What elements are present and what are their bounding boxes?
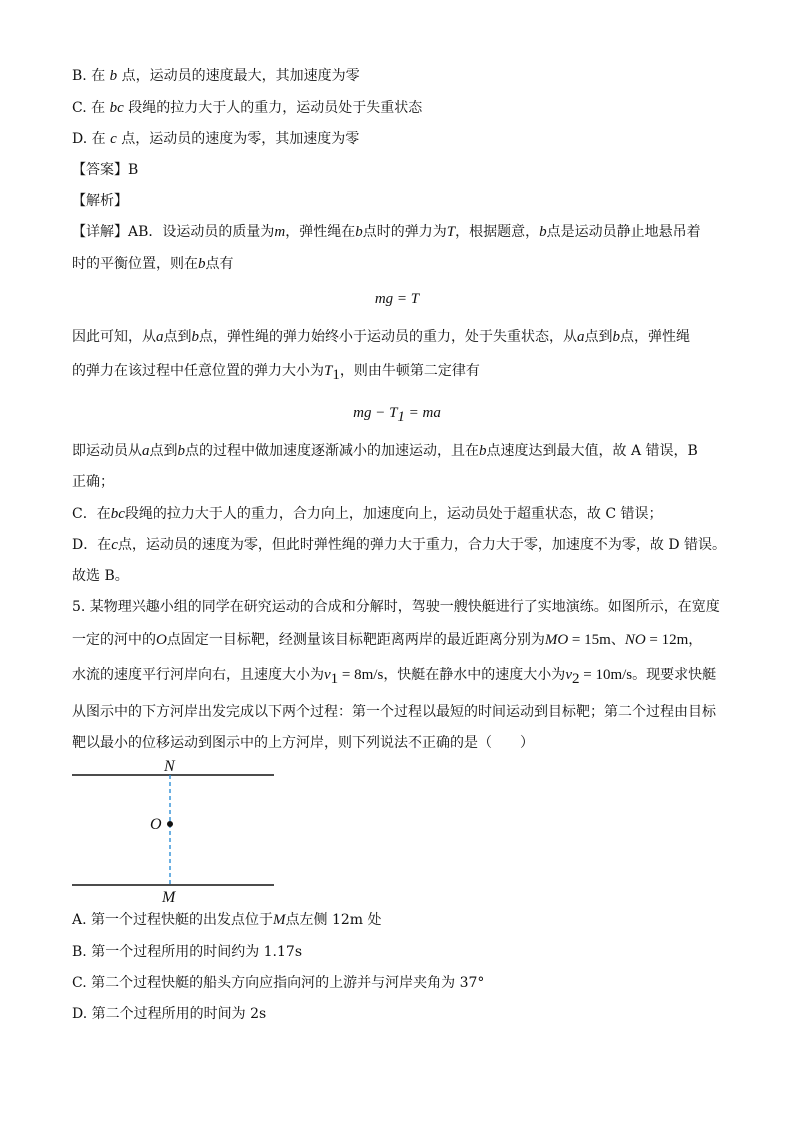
detail-line-1: 【详解】AB．设运动员的质量为m，弹性绳在b点时的弹力为T，根据题意，b点是运动员静止地悬吊着 [72,224,701,240]
detail-line-3: 因此可知，从a点到b点，弹性绳的弹力始终小于运动员的重力，处于失重状态，从a点到b点，弹性绳 [72,329,690,345]
label-m: M [162,889,176,906]
answer-line: 【答案】B [72,162,139,178]
label-n: N [164,758,175,775]
detail-line-6: 正确； [72,474,114,490]
equation-1: mg = T [374,291,420,307]
option-c: C. 在 bc 段绳的拉力大于人的重力，运动员处于失重状态 [72,100,423,116]
q5-line-1: 5. 某物理兴趣小组的同学在研究运动的合成和分解时，驾驶一艘快艇进行了实地演练。如图所示，在宽度 [72,599,720,615]
detail-line-4: 的弹力在该过程中任意位置的弹力大小为$T_1$，则由牛顿第二定律有 [72,363,480,383]
q5-line-3: 水流的速度平行河岸向右，且速度大小为$v_1 = 8m/s$，快艇在静水中的速度大小为$v_2 = 10m/s$。现要求快艇 [72,667,717,687]
q5-line-2: 一定的河中的O点固定一目标靶，经测量该目标靶距离两岸的最近距离分别为MO = 15m、NO = 12m， [72,632,703,648]
option-b: B. 在 b 点，运动员的速度最大，其加速度为零 [72,68,360,84]
q5-option-d: D. 第二个过程所用的时间为 2s [72,1006,267,1022]
target-point [167,821,173,827]
detail-line-2: 时的平衡位置，则在b点有 [72,256,234,272]
label-o: O [150,816,162,833]
detail-line-7: C．在bc段绳的拉力大于人的重力，合力向上，加速度向上，运动员处于超重状态，故 C 错误； [72,506,663,522]
q5-option-a: A. 第一个过程快艇的出发点位于M点左侧 12m 处 [72,912,382,928]
river-figure [72,758,277,906]
option-d: D. 在 c 点，运动员的速度为零，其加速度为零 [72,131,360,147]
q5-option-c: C. 第二个过程快艇的船头方向应指向河的上游并与河岸夹角为 37° [72,975,485,991]
q5-line-4: 从图示中的下方河岸出发完成以下两个过程：第一个过程以最短的时间运动到目标靶；第二个过程由目标 [72,704,716,720]
detail-line-8: D．在c点，运动员的速度为零，但此时弹性绳的弹力大于重力，合力大于零，加速度不为零，故 D 错误。 [72,537,727,553]
equation-2: mg − $T_1$ = ma [353,405,441,425]
q5-option-b: B. 第一个过程所用的时间约为 1.17s [72,944,303,960]
detail-line-9: 故选 B。 [72,568,129,584]
q5-line-5: 靶以最小的位移运动到图示中的上方河岸，则下列说法不正确的是（ ） [72,735,534,751]
analysis-tag: 【解析】 [72,193,128,209]
detail-line-5: 即运动员从a点到b点的过程中做加速度逐渐减小的加速运动，且在b点速度达到最大值，故 A 错误，B [72,443,698,459]
